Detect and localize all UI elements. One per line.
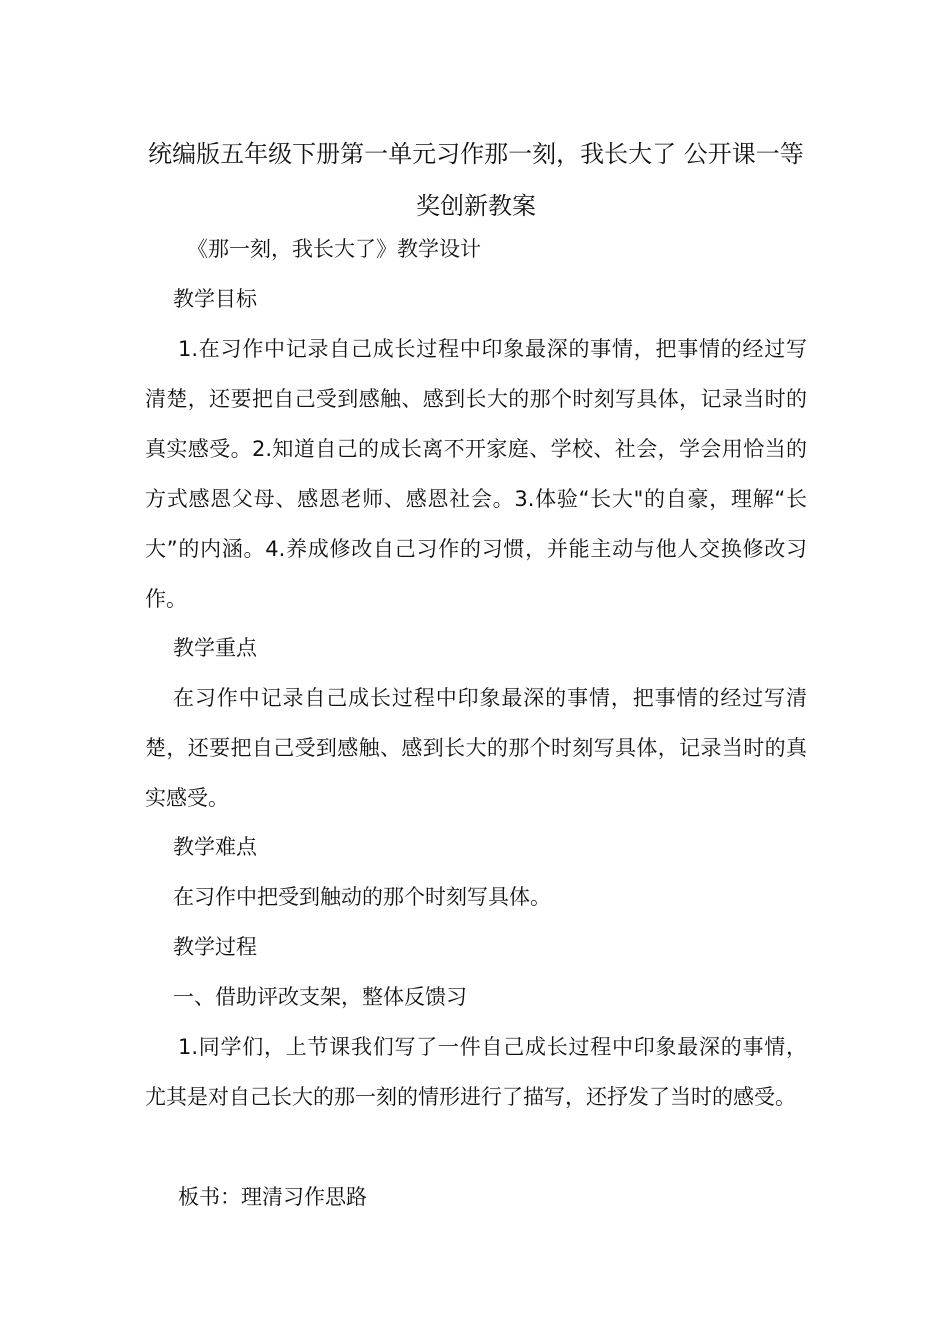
- goals-heading: 教学目标: [173, 287, 257, 311]
- difficulty-heading: 教学难点: [173, 835, 257, 859]
- document-title: 统编版五年级下册第一单元习作那一刻，我长大了 公开课一等奖创新教案: [148, 140, 804, 220]
- difficulty-paragraph: 在习作中把受到触动的那个时刻写具体。: [173, 885, 551, 909]
- process-heading: 教学过程: [173, 935, 257, 959]
- goals-paragraph: 1.在习作中记录自己成长过程中印象最深的事情，把事情的经过写清楚，还要把自己受到感触、感到长大的那个时刻写具体，记录当时的真实感受。2.知道自己的成长离不开家庭、学校、社会，学会用恰当的方式感恩父母、感恩老师、感恩社会。3.体验“长大"的自豪，理解“长大”的内涵。4.养成修改自己习作的习惯，并能主动与他人交换修改习作。: [145, 337, 807, 611]
- key-points-heading: 教学重点: [173, 636, 257, 660]
- lesson-subtitle: 《那一刻，我长大了》教学设计: [187, 237, 481, 261]
- section-one-paragraph: 1.同学们，上节课我们写了一件自己成长过程中印象最深的事情，尤其是对自己长大的那一刻的情形进行了描写，还抒发了当时的感受。: [145, 1035, 807, 1109]
- board-note: 板书：理清习作思路: [178, 1185, 367, 1209]
- key-points-paragraph: 在习作中记录自己成长过程中印象最深的事情，把事情的经过写清楚，还要把自己受到感触、感到长大的那个时刻写具体，记录当时的真实感受。: [145, 686, 807, 810]
- section-one-heading: 一、借助评改支架，整体反馈习: [173, 985, 467, 1009]
